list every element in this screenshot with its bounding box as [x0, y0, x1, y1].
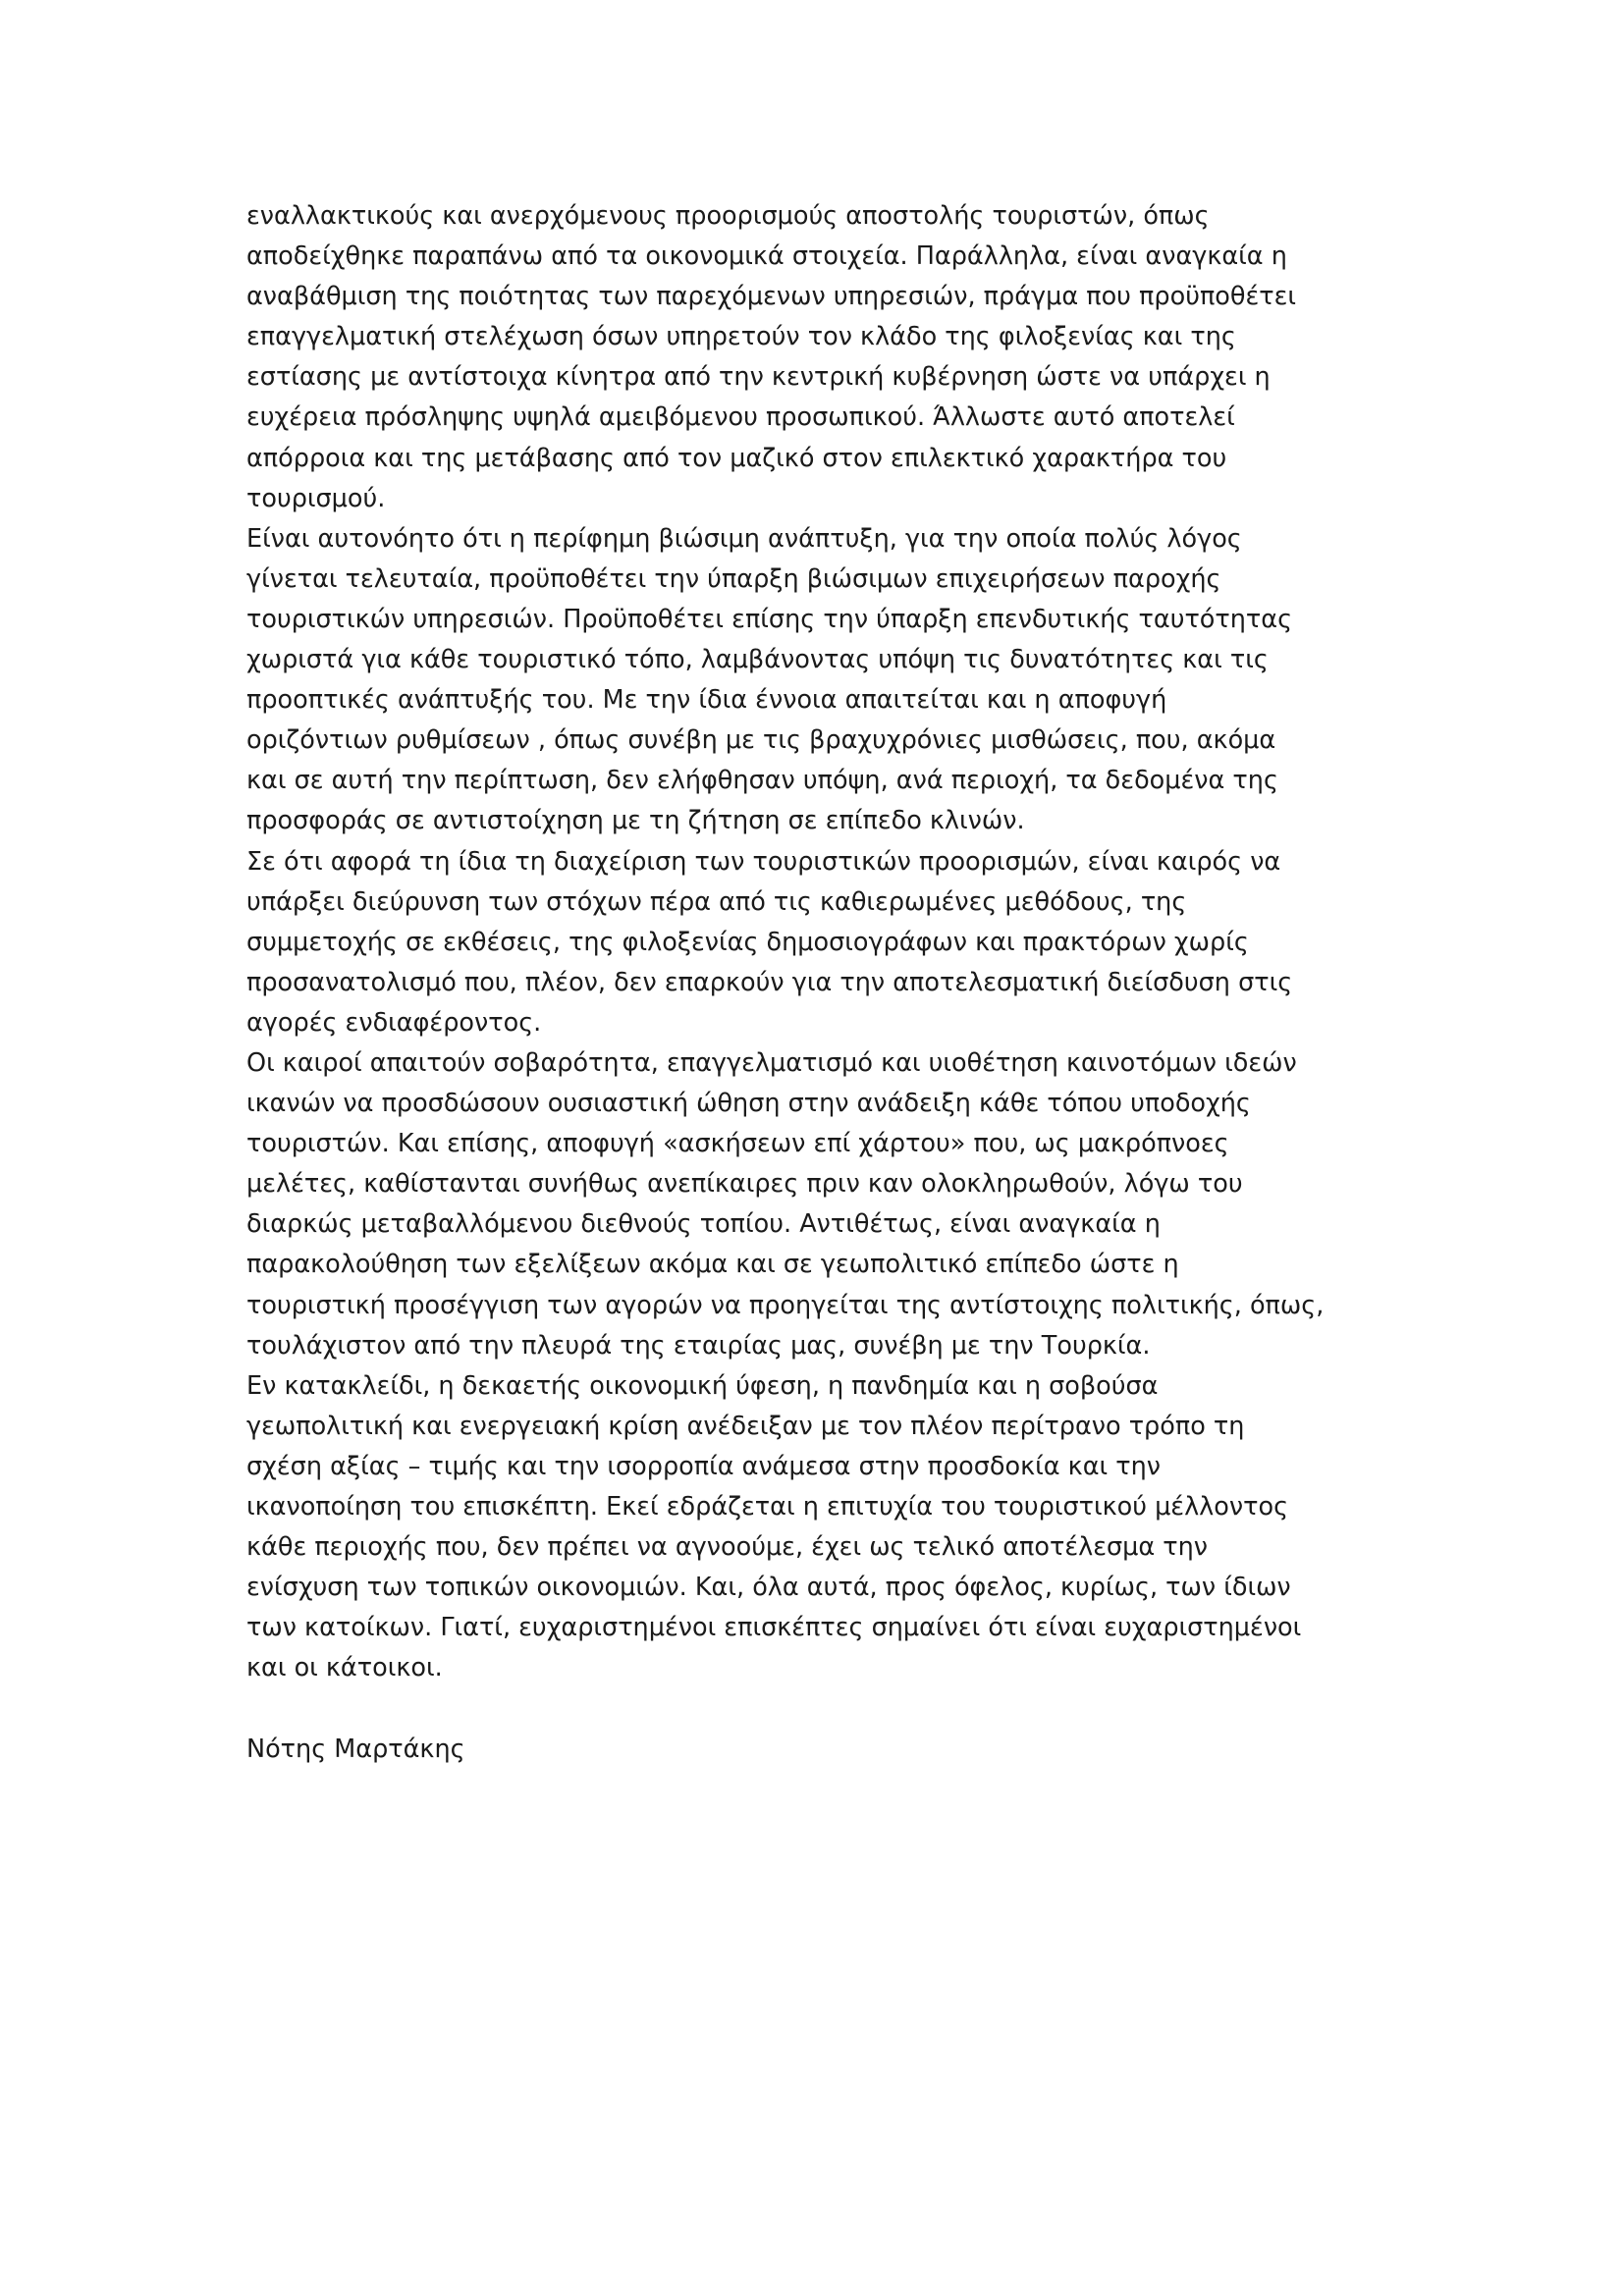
text-line: συμμετοχής σε εκθέσεις, της φιλοξενίας δημοσιογράφων και πρακτόρων χωρίς: [246, 927, 1249, 957]
author-signature: Νότης Μαρτάκης: [246, 1734, 465, 1764]
paragraph-2: [246, 519, 1385, 842]
paragraph-4: [246, 1043, 1385, 1366]
text-line: τουρισμού.: [246, 483, 386, 513]
text-line: γίνεται τελευταία, προϋποθέτει την ύπαρξη βιώσιμων επιχειρήσεων παροχής: [246, 563, 1221, 594]
text-line: και οι κάτοικοι.: [246, 1653, 443, 1683]
text-line: ενίσχυση των τοπικών οικονομιών. Και, όλα αυτά, προς όφελος, κυρίως, των ίδιων: [246, 1573, 1291, 1603]
text-line: απόρροια και της μετάβασης από τον μαζικό στον επιλεκτικό χαρακτήρα του: [246, 443, 1227, 473]
paragraph-5: [246, 1366, 1385, 1689]
text-line: Οι καιροί απαιτούν σοβαρότητα, επαγγελματισμό και υιοθέτηση καινοτόμων ιδεών: [246, 1047, 1297, 1078]
text-line: οριζόντιων ρυθμίσεων , όπως συνέβη με τις βραχυχρόνιες μισθώσεις, που, ακόμα: [246, 725, 1276, 756]
text-line: ευχέρεια πρόσληψης υψηλά αμειβόμενου προσωπικού. Άλλωστε αυτό αποτελεί: [246, 402, 1235, 433]
text-line: χωριστά για κάθε τουριστικό τόπο, λαμβάνοντας υπόψη τις δυνατότητες και τις: [246, 645, 1269, 675]
text-line: τουριστικών υπηρεσιών. Προϋποθέτει επίσης την ύπαρξη επενδυτικής ταυτότητας: [246, 604, 1293, 634]
text-line: Είναι αυτονόητο ότι η περίφημη βιώσιμη ανάπτυξη, για την οποία πολύς λόγος: [246, 523, 1242, 554]
paragraph-3: [246, 842, 1385, 1043]
text-line: υπάρξει διεύρυνση των στόχων πέρα από τις καθιερωμένες μεθόδους, της: [246, 886, 1187, 917]
text-line: ικανοποίηση του επισκέπτη. Εκεί εδράζεται η επιτυχία του τουριστικού μέλλοντος: [246, 1492, 1289, 1522]
text-line: Εν κατακλείδι, η δεκαετής οικονομική ύφεση, η πανδημία και η σοβούσα: [246, 1370, 1159, 1401]
text-line: παρακολούθηση των εξελίξεων ακόμα και σε γεωπολιτικό επίπεδο ώστε η: [246, 1250, 1179, 1280]
text-line: γεωπολιτική και ενεργειακή κρίση ανέδειξαν με τον πλέον περίτρανο τρόπο τη: [246, 1411, 1245, 1441]
text-line: ικανών να προσδώσουν ουσιαστική ώθηση στην ανάδειξη κάθε τόπου υποδοχής: [246, 1089, 1251, 1119]
text-line: των κατοίκων. Γιατί, ευχαριστημένοι επισκέπτες σημαίνει ότι είναι ευχαριστημένοι: [246, 1613, 1302, 1643]
text-line: επαγγελματική στελέχωση όσων υπηρετούν τον κλάδο της φιλοξενίας και της: [246, 322, 1236, 352]
text-line: προσφοράς σε αντιστοίχηση με τη ζήτηση σε επίπεδο κλινών.: [246, 806, 1025, 836]
text-line: τουριστών. Και επίσης, αποφυγή «ασκήσεων επί χάρτου» που, ως μακρόπνοες: [246, 1129, 1229, 1159]
text-line: αναβάθμιση της ποιότητας των παρεχόμενων υπηρεσιών, πράγμα που προϋποθέτει: [246, 282, 1297, 312]
text-line: σχέση αξίας – τιμής και την ισορροπία ανάμεσα στην προσδοκία και την: [246, 1451, 1162, 1481]
paragraph-1: [246, 196, 1385, 519]
text-line: αγορές ενδιαφέροντος.: [246, 1007, 542, 1038]
article-body: [246, 196, 1385, 1770]
text-line: κάθε περιοχής που, δεν πρέπει να αγνοούμε, έχει ως τελικό αποτέλεσμα την: [246, 1532, 1209, 1563]
text-line: τουριστική προσέγγιση των αγορών να προηγείται της αντίστοιχης πολιτικής, όπως,: [246, 1290, 1325, 1320]
text-line: εστίασης με αντίστοιχα κίνητρα από την κεντρική κυβέρνηση ώστε να υπάρχει η: [246, 362, 1271, 393]
text-line: Σε ότι αφορά τη ίδια τη διαχείριση των τουριστικών προορισμών, είναι καιρός να: [246, 846, 1281, 877]
text-line: αποδείχθηκε παραπάνω από τα οικονομικά στοιχεία. Παράλληλα, είναι αναγκαία η: [246, 241, 1287, 272]
text-line: και σε αυτή την περίπτωση, δεν ελήφθησαν υπόψη, ανά περιοχή, τα δεδομένα της: [246, 766, 1278, 796]
paragraph-spacer: [246, 1688, 1385, 1729]
text-line: μελέτες, καθίστανται συνήθως ανεπίκαιρες πριν καν ολοκληρωθούν, λόγω του: [246, 1169, 1243, 1200]
text-line: προσανατολισμό που, πλέον, δεν επαρκούν για την αποτελεσματική διείσδυση στις: [246, 967, 1293, 997]
text-line: τουλάχιστον από την πλευρά της εταιρίας μας, συνέβη με την Τουρκία.: [246, 1330, 1151, 1361]
text-line: διαρκώς μεταβαλλόμενου διεθνούς τοπίου. Αντιθέτως, είναι αναγκαία η: [246, 1209, 1161, 1240]
text-line: προοπτικές ανάπτυξής του. Με την ίδια έννοια απαιτείται και η αποφυγή: [246, 685, 1167, 716]
text-line: εναλλακτικούς και ανερχόμενους προορισμούς αποστολής τουριστών, όπως: [246, 201, 1210, 231]
